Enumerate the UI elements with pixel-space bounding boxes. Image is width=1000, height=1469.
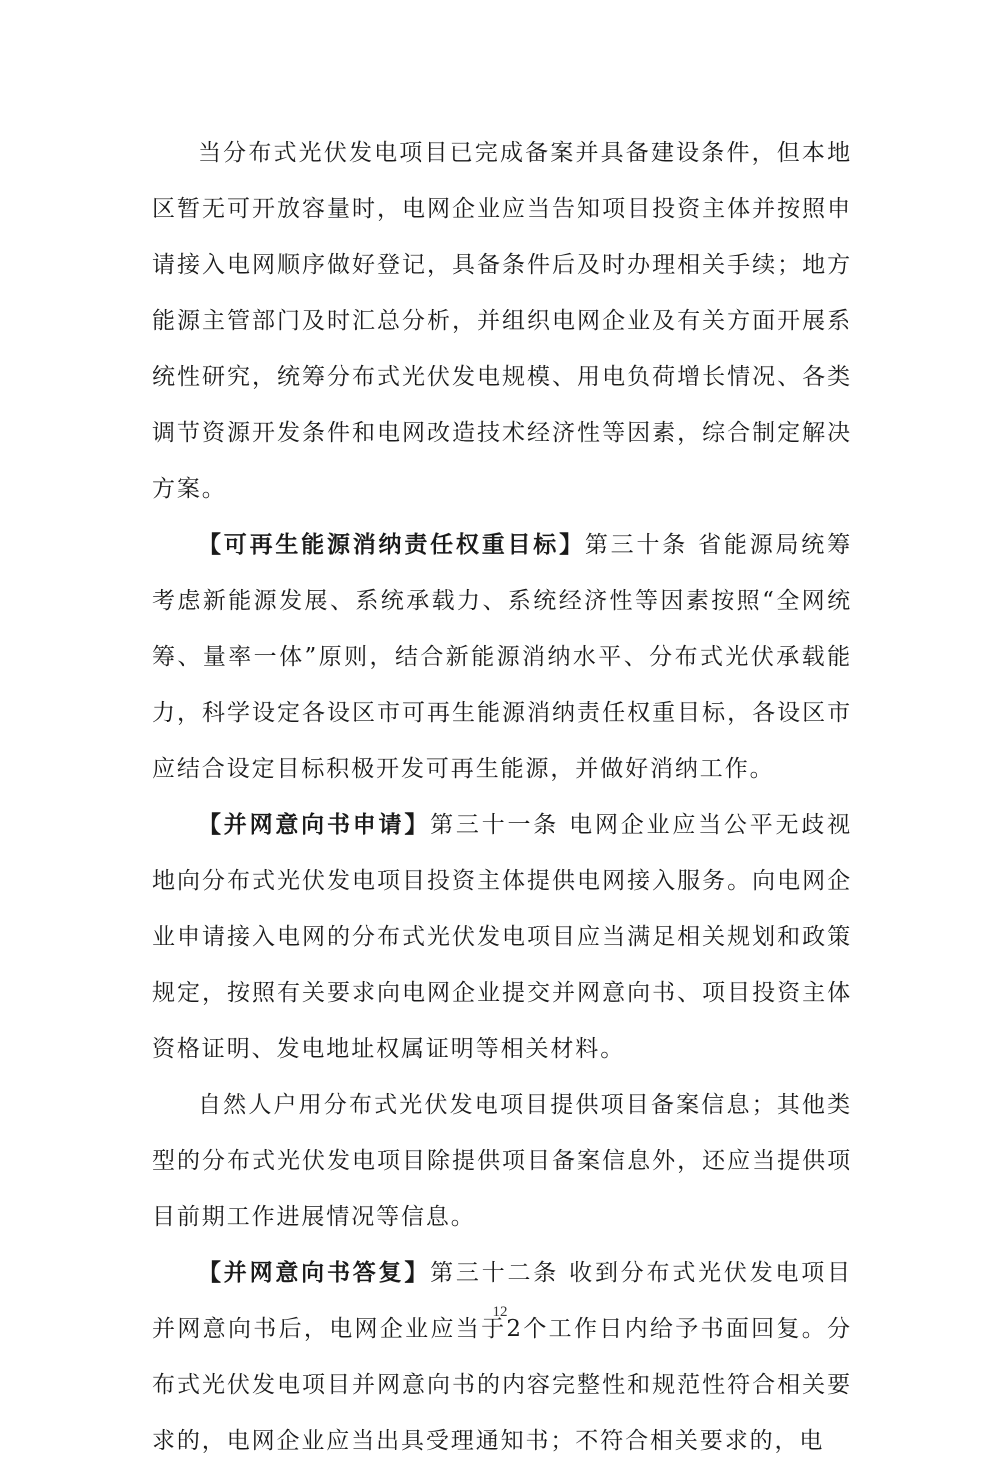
page-number: 12	[492, 1304, 508, 1320]
paragraph-1	[152, 125, 852, 517]
article-31-text: 第三十一条 电网企业应当公平无歧视地向分布式光伏发电项目投资主体提供电网接入服务。向电网企业申请接入电网的分布式光伏发电项目应当满足相关规划和政策规定，按照有关要求向电网企业提交并网意向书、项目投资主体资格证明、发电地址权属证明等相关材料。	[152, 812, 852, 1062]
article-30-text: 第三十条 省能源局统筹考虑新能源发展、系统承载力、系统经济性等因素按照“全网统筹、量率一体”原则，结合新能源消纳水平、分布式光伏承载能力，科学设定各设区市可再生能源消纳责任权重目标，各设区市应结合设定目标积极开发可再生能源，并做好消纳工作。	[152, 532, 852, 782]
body-text	[152, 125, 852, 1469]
article-31-supplement-text: 自然人户用分布式光伏发电项目提供项目备案信息；其他类型的分布式光伏发电项目除提供项目备案信息外，还应当提供项目前期工作进展情况等信息。	[152, 1092, 852, 1230]
article-32-paragraph	[152, 1245, 852, 1469]
article-30-paragraph	[152, 517, 852, 797]
article-31-heading: 【并网意向书申请】	[198, 811, 431, 838]
paragraph-1-text: 当分布式光伏发电项目已完成备案并具备建设条件，但本地区暂无可开放容量时，电网企业应当告知项目投资主体并按照申请接入电网顺序做好登记，具备条件后及时办理相关手续；地方能源主管部门及时汇总分析，并组织电网企业及有关方面开展系统性研究，统筹分布式光伏发电规模、用电负荷增长情况、各类调节资源开发条件和电网改造技术经济性等因素，综合制定解决方案。	[152, 140, 852, 502]
article-30-heading: 【可再生能源消纳责任权重目标】	[198, 531, 585, 558]
article-31-paragraph	[152, 797, 852, 1077]
article-31-supplement-paragraph	[152, 1077, 852, 1245]
article-32-text: 第三十二条 收到分布式光伏发电项目并网意向书后，电网企业应当于2个工作日内给予书面回复。分布式光伏发电项目并网意向书的内容完整性和规范性符合相关要求的，电网企业应当出具受理通知书；不符合相关要求的，电	[152, 1260, 852, 1454]
article-32-heading: 【并网意向书答复】	[198, 1259, 431, 1286]
